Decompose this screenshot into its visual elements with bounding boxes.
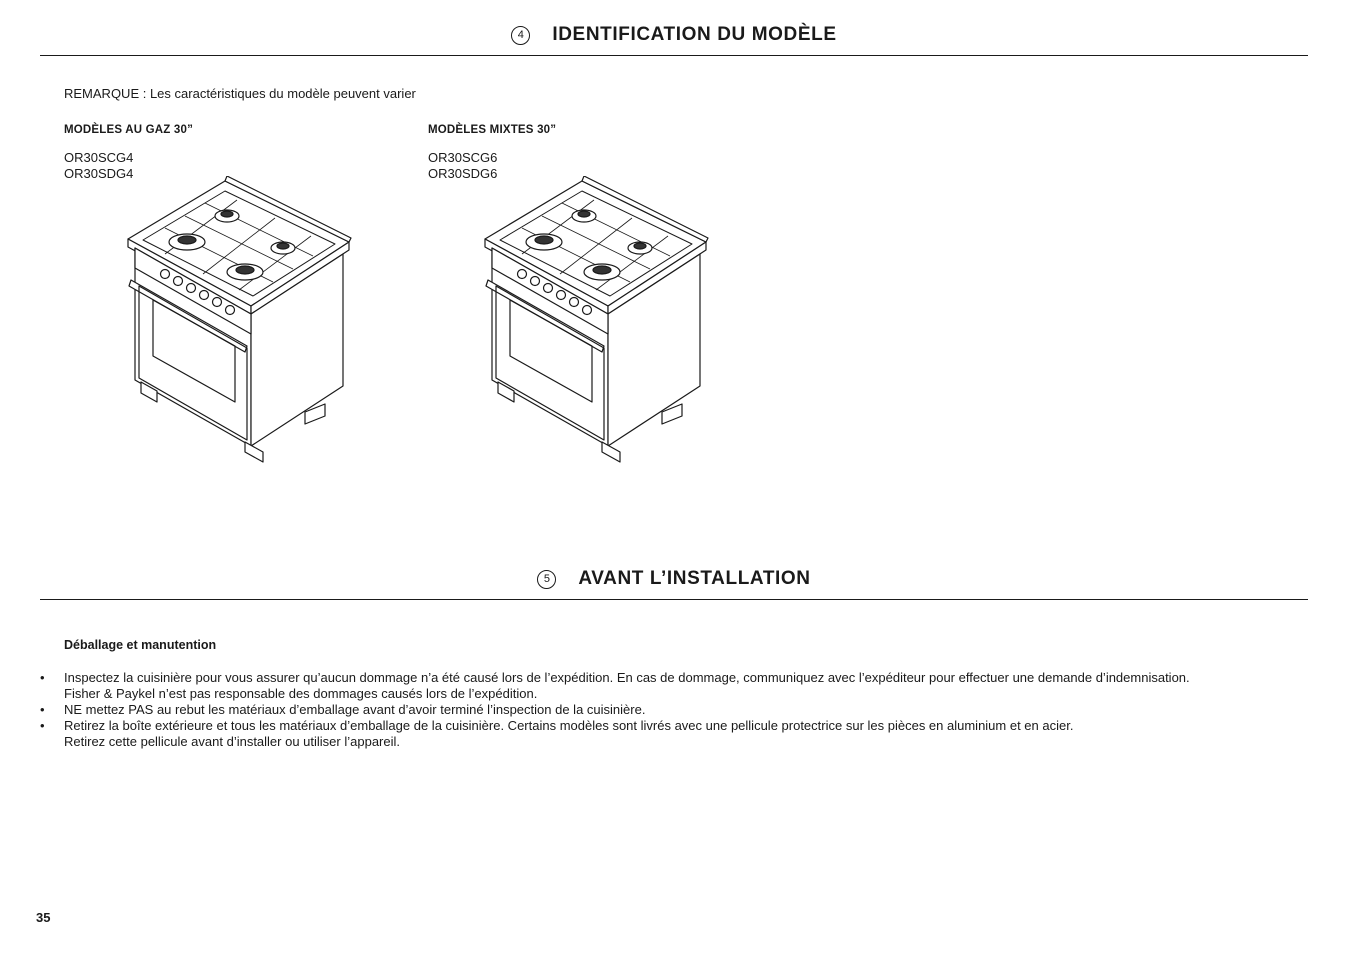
list-item xyxy=(40,702,1310,718)
list-item-text: Inspectez la cuisinière pour vous assurer qu’aucun dommage n’a été causé lors de l’expédition. En cas de dommage, communiquez avec l’expéditeur pour effectuer une demande d’indemnisation. xyxy=(64,670,1190,685)
model-code: OR30SCG4 xyxy=(64,150,134,165)
gas-range-illustration-icon xyxy=(125,176,355,466)
section-header-before-installation xyxy=(40,559,1308,600)
mixed-models-heading: MODÈLES MIXTES 30” xyxy=(428,124,557,136)
list-item-text: Retirez la boîte extérieure et tous les matériaux d’emballage de la cuisinière. Certains modèles sont livrés avec une pellicule protectrice sur les pièces en aluminium et en acier. xyxy=(64,718,1074,733)
model-code: OR30SCG6 xyxy=(428,150,498,165)
bullet-icon: • xyxy=(40,718,45,733)
unpacking-subheading: Déballage et manutention xyxy=(64,638,217,652)
model-code: OR30SDG4 xyxy=(64,166,134,181)
gas-models-heading: MODÈLES AU GAZ 30” xyxy=(64,124,194,136)
bullet-icon: • xyxy=(40,702,45,717)
gas-models-column xyxy=(64,124,364,182)
list-item-text: NE mettez PAS au rebut les matériaux d’emballage avant d’avoir terminé l’inspection de la cuisinière. xyxy=(64,702,646,717)
mixed-models-column xyxy=(428,124,728,182)
model-code: OR30SDG6 xyxy=(428,166,498,181)
page-number: 35 xyxy=(36,910,51,925)
list-item-text: Fisher & Paykel n’est pas responsable des dommages causés lors de l’expédition. xyxy=(64,686,538,701)
section-number-badge: 4 xyxy=(511,26,530,45)
section-title: AVANT L’INSTALLATION xyxy=(578,568,811,589)
section-number-badge: 5 xyxy=(537,570,556,589)
dual-fuel-range-illustration-icon xyxy=(482,176,712,466)
list-item xyxy=(40,670,1310,702)
unpacking-instructions-list xyxy=(40,670,1310,750)
section-header-identification xyxy=(40,15,1308,56)
bullet-icon: • xyxy=(40,670,45,685)
list-item-text: Retirez cette pellicule avant d’installer ou utiliser l’appareil. xyxy=(64,734,401,749)
section-title: IDENTIFICATION DU MODÈLE xyxy=(552,24,837,45)
list-item xyxy=(40,718,1310,750)
model-note: REMARQUE : Les caractéristiques du modèle peuvent varier xyxy=(64,86,416,101)
